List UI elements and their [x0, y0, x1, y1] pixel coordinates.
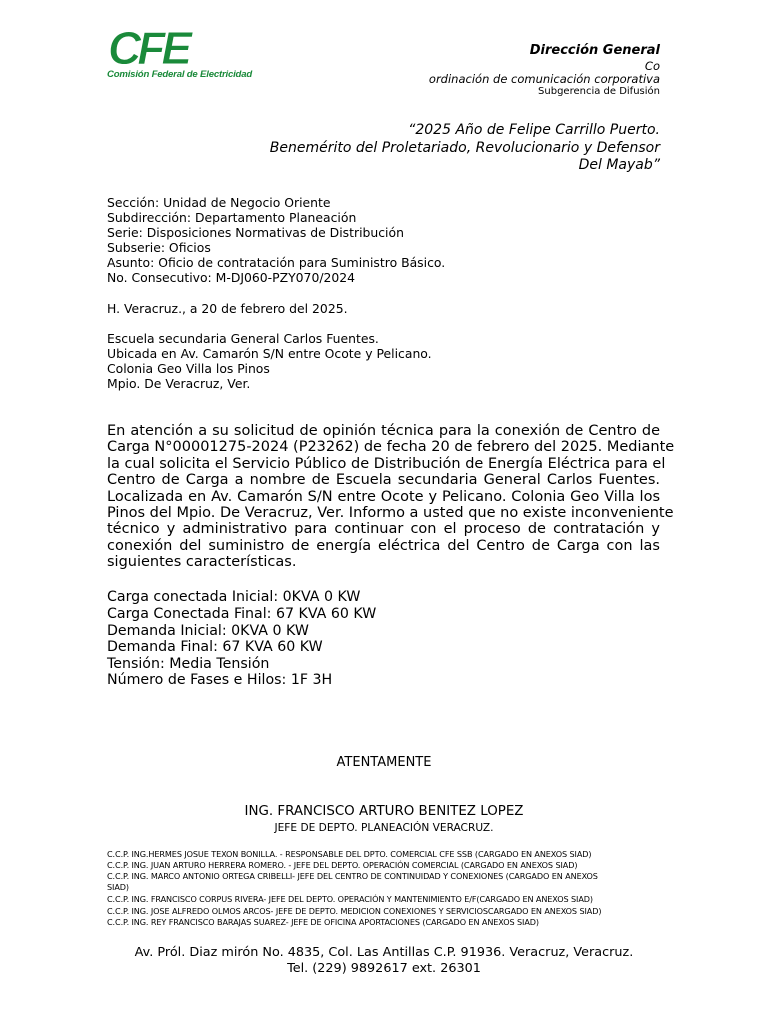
meta-asunto: Asunto: Oficio de contratación para Suministro Básico. [107, 255, 446, 270]
recipient-line: Colonia Geo Villa los Pinos [107, 361, 270, 376]
body-line: Carga N°00001275-2024 (P23262) de fecha 20 de febrero del 2025. Mediante [107, 439, 675, 456]
meta-subdireccion: Subdirección: Departamento Planeación [107, 210, 357, 225]
body-line: Centro de Carga a nombre de Escuela secundaria General Carlos Fuentes. [107, 472, 660, 489]
recipient-line: Ubicada en Av. Camarón S/N entre Ocote y Pelicano. [107, 346, 432, 361]
spec-line: Demanda Final: 67 KVA 60 KW [107, 639, 323, 655]
body-line: En atención a su solicitud de opinión técnica para la conexión de Centro de [107, 423, 660, 439]
ccp-line: C.C.P. ING. REY FRANCISCO BARAJAS SUAREZ- JEFE DE OFICINA APORTACIONES (CARGADO EN ANEXOS SIAD) [107, 917, 539, 927]
spec-line: Carga conectada Inicial: 0KVA 0 KW [107, 589, 361, 605]
year-legend-line: Del Mayab” [578, 157, 660, 173]
body-line: siguientes características. [107, 554, 297, 571]
cfe-logo-mark [106, 27, 246, 69]
body-line: conexión del suministro de energía eléctrica del Centro de Carga con las [107, 537, 660, 554]
spec-line: Tensión: Media Tensión [107, 656, 270, 672]
meta-consecutivo: No. Consecutivo: M-DJ060-PZY070/2024 [107, 270, 356, 285]
signer-name: ING. FRANCISCO ARTURO BENITEZ LOPEZ [244, 804, 524, 819]
date-line: H. Veracruz., a 20 de febrero del 2025. [107, 301, 348, 316]
ccp-line: SIAD) [107, 882, 129, 892]
recipient-line: Mpio. De Veracruz, Ver. [107, 376, 251, 391]
ccp-line: C.C.P. ING. JUAN ARTURO HERRERA ROMERO. - JEFE DEL DEPTO. OPERACIÓN COMERCIAL (CARGADO EN ANEXOS SIAD) [107, 860, 578, 870]
year-legend-line: “2025 Año de Felipe Carrillo Puerto. [408, 122, 660, 138]
cfe-logo-subtitle: Comisión Federal de Electricidad [107, 69, 253, 80]
recipient-line: Escuela secundaria General Carlos Fuentes. [107, 331, 379, 346]
closing-text: ATENTAMENTE [336, 755, 432, 770]
year-legend-line: Benemérito del Proletariado, Revolucionario y Defensor [269, 140, 660, 156]
header-coordination: ordinación de comunicación corporativa [428, 72, 660, 86]
signer-title: JEFE DE DEPTO. PLANEACIÓN VERACRUZ. [274, 822, 494, 834]
header-subgerencia: Subgerencia de Difusión [538, 86, 660, 97]
body-paragraph [107, 423, 675, 571]
header-co: Co [644, 59, 660, 73]
spec-line: Número de Fases e Hilos: 1F 3H [107, 672, 333, 688]
meta-subserie: Subserie: Oficios [107, 240, 211, 255]
meta-serie: Serie: Disposiciones Normativas de Distribución [107, 225, 404, 240]
body-line: Localizada en Av. Camarón S/N entre Ocote y Pelicano. Colonia Geo Villa los [107, 488, 660, 505]
spec-line: Carga Conectada Final: 67 KVA 60 KW [107, 606, 377, 622]
footer-phone: Tel. (229) 9892617 ext. 26301 [287, 961, 481, 976]
body-line: técnico y administrativo para continuar con el proceso de contratación y [107, 521, 660, 538]
header-direction: Dirección General [529, 43, 660, 58]
cfe-logo-letters: CFE [108, 27, 188, 69]
ccp-line: C.C.P. ING. MARCO ANTONIO ORTEGA CRIBELLI- JEFE DEL CENTRO DE CONTINUIDAD Y CONEXIONES (CARGADO EN ANEXOS [107, 871, 598, 881]
ccp-line: C.C.P. ING. JOSE ALFREDO OLMOS ARCOS- JEFE DE DEPTO. MEDICION CONEXIONES Y SERVICIOSCARGADO EN ANEXOS SIAD) [107, 906, 602, 916]
meta-seccion: Sección: Unidad de Negocio Oriente [107, 195, 331, 210]
spec-line: Demanda Inicial: 0KVA 0 KW [107, 623, 309, 639]
ccp-line: C.C.P. ING. FRANCISCO CORPUS RIVERA- JEFE DEL DEPTO. OPERACIÓN Y MANTENIMIENTO E/F(CARGADO EN ANEXOS SIAD) [107, 894, 593, 904]
ccp-line: C.C.P. ING.HERMES JOSUE TEXON BONILLA. - RESPONSABLE DEL DPTO. COMERCIAL CFE SSB (CARGADO EN ANEXOS SIAD) [107, 849, 592, 859]
cfe-logo [106, 27, 253, 85]
footer-address: Av. Pról. Diaz mirón No. 4835, Col. Las Antillas C.P. 91936. Veracruz, Veracruz. [134, 945, 634, 960]
body-line: Pinos del Mpio. De Veracruz, Ver. Informo a usted que no existe inconveniente [107, 505, 674, 522]
body-line: la cual solicita el Servicio Público de Distribución de Energía Eléctrica para el [107, 455, 666, 472]
